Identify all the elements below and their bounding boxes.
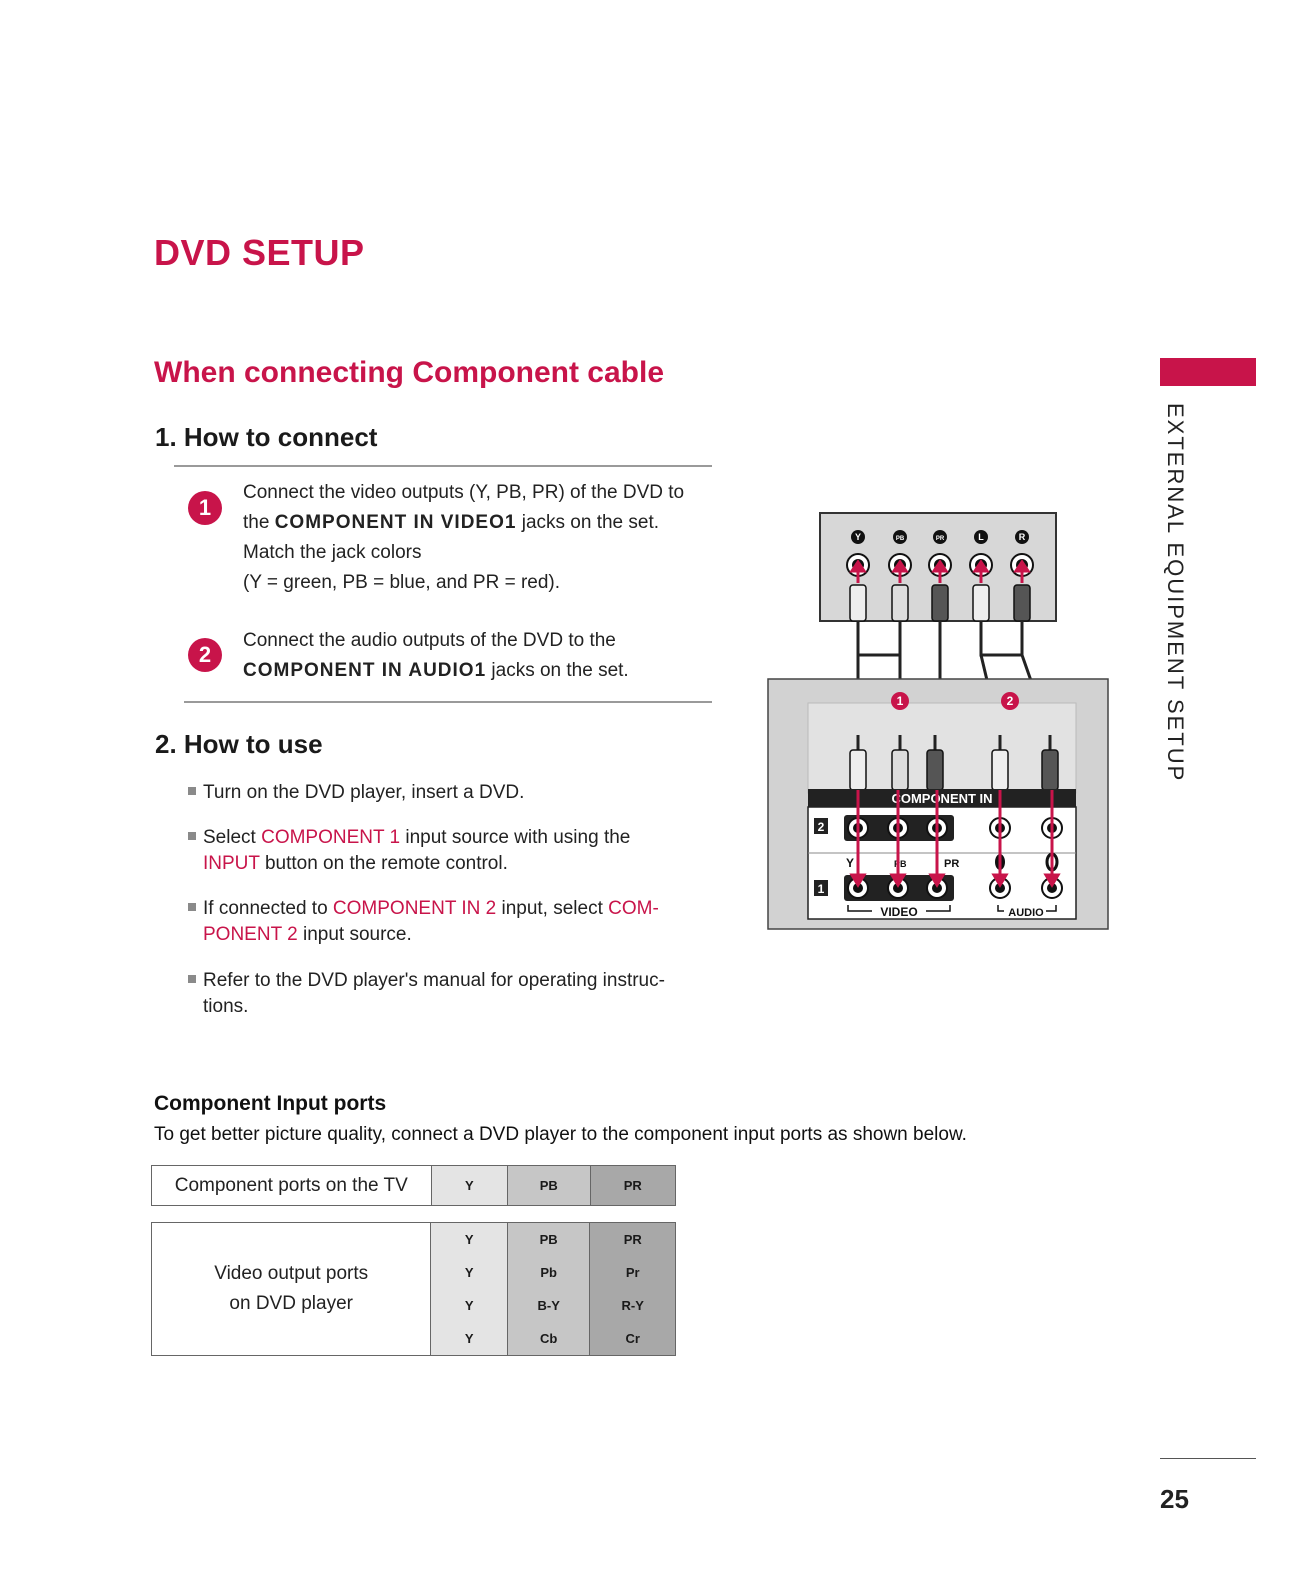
connect-bottom-rule xyxy=(184,701,712,703)
dvd-port-cell: Pr xyxy=(590,1256,676,1289)
footer-rule xyxy=(1160,1458,1256,1459)
connect-top-rule xyxy=(174,465,712,467)
dvd-port-cell: PR xyxy=(590,1223,676,1257)
section-title: When connecting Component cable xyxy=(154,356,665,389)
bullet-square xyxy=(188,787,196,795)
dvd-ports-label: Video output ports on DVD player xyxy=(152,1223,431,1356)
dvd-port-cell: PB xyxy=(507,1223,590,1257)
step1-line4: (Y = green, PB = blue, and PR = red). xyxy=(243,572,561,593)
row2-label: 2 xyxy=(817,820,825,834)
video-label: VIDEO xyxy=(880,905,918,919)
tv-port-y: Y xyxy=(431,1166,507,1206)
dvd-port-cell: Y xyxy=(431,1289,508,1322)
tv-ports-table xyxy=(151,1165,676,1206)
dvd-port-cell: R-Y xyxy=(590,1289,676,1322)
use-heading: 2. How to use xyxy=(155,729,323,759)
step1-line2: the COMPONENT IN VIDEO1 jacks on the set. xyxy=(243,512,660,533)
tv-port-pb: PB xyxy=(508,1166,590,1206)
dvd-port-cell: B-Y xyxy=(507,1289,590,1322)
marker-2-label: 2 xyxy=(1006,694,1014,708)
use-bullet-3: If connected to COMPONENT IN 2 input, select COM- PONENT 2 input source. xyxy=(188,896,668,948)
bullet-square xyxy=(188,832,196,840)
step2-line1: Connect the audio outputs of the DVD to the xyxy=(243,630,616,651)
marker-1-label: 1 xyxy=(896,694,904,708)
connect-heading: 1. How to connect xyxy=(155,422,378,452)
step1-line3: Match the jack colors xyxy=(243,542,422,563)
side-tab-bar xyxy=(1160,358,1256,386)
jack-label-pr: PR xyxy=(944,858,960,870)
dvd-jack-label: Y xyxy=(854,532,862,542)
step1-text xyxy=(243,478,713,598)
dvd-port-cell: Y xyxy=(431,1223,508,1257)
jack-label-pb: PB xyxy=(894,859,907,869)
connection-diagram xyxy=(760,505,1120,935)
use-bullet-1: Turn on the DVD player, insert a DVD. xyxy=(188,780,668,806)
dvd-port-cell: Y xyxy=(431,1322,508,1356)
side-label: EXTERNAL EQUIPMENT SETUP xyxy=(1163,403,1188,783)
bullet-square xyxy=(188,975,196,983)
dvd-port-cell: Pb xyxy=(507,1256,590,1289)
step2-badge: 2 xyxy=(188,638,222,672)
use-bullet-4: Refer to the DVD player's manual for operating instruc- tions. xyxy=(188,968,668,1020)
step2-text xyxy=(243,626,713,686)
page-number: 25 xyxy=(1160,1484,1189,1514)
bullet-square xyxy=(188,903,196,911)
row1-label: 1 xyxy=(817,882,825,896)
dvd-port-cell: Y xyxy=(431,1256,508,1289)
use-bullet-2: Select COMPONENT 1 input source with using the INPUT button on the remote control. xyxy=(188,825,668,877)
component-in-title: COMPONENT IN xyxy=(891,791,993,806)
step1-badge: 1 xyxy=(188,491,222,525)
page-title: DVD SETUP xyxy=(154,232,365,273)
tv-ports-label: Component ports on the TV xyxy=(152,1166,432,1206)
dvd-jack-label: L xyxy=(978,532,984,542)
dvd-jack-label: R xyxy=(1018,532,1026,542)
dvd-port-cell: Cr xyxy=(590,1322,676,1356)
dvd-jack-label: PB xyxy=(895,536,905,542)
tv-port-pr: PR xyxy=(590,1166,676,1206)
dvd-port-cell: Cb xyxy=(507,1322,590,1356)
step2-line2: COMPONENT IN AUDIO1 jacks on the set. xyxy=(243,660,629,681)
step1-line1: Connect the video outputs (Y, PB, PR) of the DVD to xyxy=(243,482,685,503)
ports-table-title: Component Input ports xyxy=(154,1092,387,1115)
jack-label-y: Y xyxy=(846,856,855,870)
ports-table-description: To get better picture quality, connect a DVD player to the component input ports as shown below. xyxy=(154,1124,967,1145)
dvd-ports-table xyxy=(151,1222,676,1356)
dvd-jack-label: PR xyxy=(935,536,945,542)
audio-label: AUDIO xyxy=(1008,907,1044,919)
